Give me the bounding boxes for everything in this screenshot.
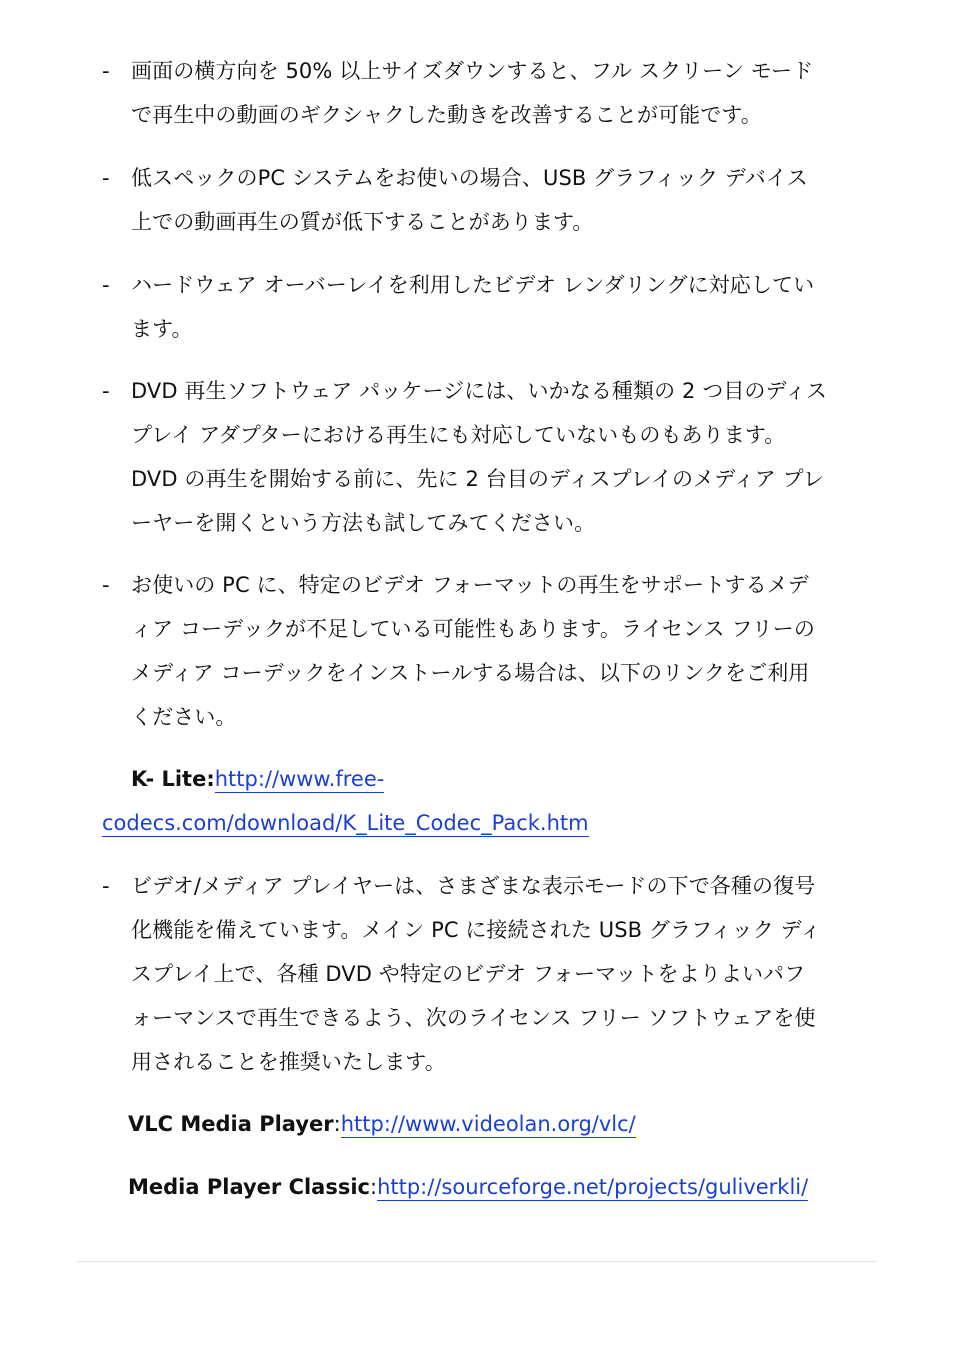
list-item <box>102 563 892 739</box>
text-line: ォーマンスで再生できるよう、次のライセンス フリー ソフトウェアを使 <box>131 1006 816 1030</box>
text-line: 上での動画再生の質が低下することがあります。 <box>131 210 594 234</box>
mpc-separator: : <box>370 1175 378 1199</box>
list-item <box>102 369 892 545</box>
text-line: プレイ アダプターにおける再生にも対応していないものもあります。 <box>131 423 786 447</box>
vlc-link[interactable]: http://www.videolan.org/vlc/ <box>340 1112 636 1136</box>
text-line: ビデオ/メディア プレイヤーは、さまざまな表示モードの下で各種の復号 <box>131 874 816 898</box>
text-line: ハードウェア オーバーレイを利用したビデオ レンダリングに対応してい <box>131 273 815 297</box>
list-item <box>102 864 892 1084</box>
text-line: ーヤーを開くという方法も試してみてください。 <box>131 511 596 535</box>
text-line: 低スペックのPC システムをお使いの場合、USB グラフィック デバイス <box>131 166 808 190</box>
vlc-separator: : <box>333 1112 341 1136</box>
bullet-marker: - <box>102 573 110 597</box>
klite-link-part1[interactable]: http://www.free- <box>214 767 385 791</box>
footer-divider <box>77 1261 877 1262</box>
text-line: ください。 <box>131 705 237 729</box>
klite-link-row-continued <box>102 807 589 839</box>
klite-link-row <box>131 763 384 795</box>
text-line: DVD の再生を開始する前に、先に 2 台目のディスプレイのメディア プレ <box>131 467 825 491</box>
paragraph <box>131 563 892 739</box>
bullet-marker: - <box>102 874 110 898</box>
text-line: スプレイ上で、各種 DVD や特定のビデオ フォーマットをよりよいパフ <box>131 962 806 986</box>
vlc-link-row <box>128 1108 636 1140</box>
list-item <box>102 49 892 137</box>
mpc-label: Media Player Classic <box>128 1175 370 1199</box>
list-item <box>102 156 892 244</box>
paragraph <box>131 263 892 351</box>
mpc-link-row <box>128 1171 808 1203</box>
bullet-marker: - <box>102 273 110 297</box>
klite-link-part2[interactable]: codecs.com/download/K_Lite_Codec_Pack.htm <box>102 811 589 835</box>
bullet-marker: - <box>102 59 110 83</box>
bullet-marker: - <box>102 166 110 190</box>
text-line: お使いの PC に、特定のビデオ フォーマットの再生をサポートするメデ <box>131 573 809 597</box>
klite-label: K- Lite: <box>131 767 215 791</box>
paragraph <box>131 49 892 137</box>
text-line: ィア コーデックが不足している可能性もあります。ライセンス フリーの <box>131 617 815 641</box>
list-item <box>102 263 892 351</box>
text-line: で再生中の動画のギクシャクした動きを改善することが可能です。 <box>131 103 762 127</box>
text-line: 用されることを推奨いたします。 <box>131 1050 446 1074</box>
paragraph <box>131 864 892 1084</box>
paragraph <box>131 156 892 244</box>
text-line: DVD 再生ソフトウェア パッケージには、いかなる種類の 2 つ目のディス <box>131 379 828 403</box>
paragraph <box>131 369 892 545</box>
mpc-link[interactable]: http://sourceforge.net/projects/guliverkli/ <box>377 1175 809 1199</box>
text-line: 画面の横方向を 50% 以上サイズダウンすると、フル スクリーン モード <box>131 59 814 83</box>
text-line: ます。 <box>131 317 193 341</box>
text-line: 化機能を備えています。メイン PC に接続された USB グラフィック ディ <box>131 918 822 942</box>
bullet-marker: - <box>102 379 110 403</box>
vlc-label: VLC Media Player <box>128 1112 334 1136</box>
text-line: メディア コーデックをインストールする場合は、以下のリンクをご利用 <box>131 661 810 685</box>
